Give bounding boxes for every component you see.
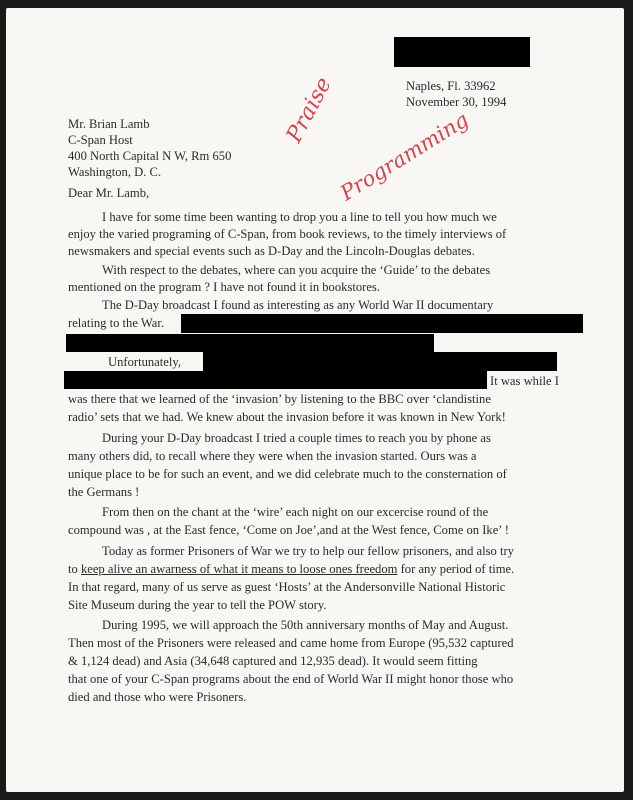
body-line: It was while I — [490, 374, 559, 388]
handwritten-annotation-programming: Programming — [336, 107, 473, 206]
redaction-bar — [64, 371, 487, 389]
recipient-title: C-Span Host — [68, 133, 133, 147]
body-line: radio’ sets that we had. We knew about the invasion before it was known in New York! — [68, 410, 506, 424]
sender-city-line: Naples, Fl. 33962 — [406, 79, 496, 93]
recipient-city: Washington, D. C. — [68, 165, 162, 179]
redaction-bar — [181, 314, 583, 333]
body-text-segment: to — [68, 562, 78, 576]
underlined-phrase: keep alive an awarness of what it means to loose ones freedom — [80, 562, 398, 576]
body-line: that one of your C-Span programs about the end of World War II might honor those who — [68, 672, 514, 686]
body-line: The D-Day broadcast I found as interesting as any World War II documentary — [102, 298, 494, 312]
body-line: many others did, to recall where they were when the invasion started. Ours was a — [68, 449, 477, 463]
body-line: Today as former Prisoners of War we try to help our fellow prisoners, and also try — [102, 544, 514, 558]
recipient-name: Mr. Brian Lamb — [68, 117, 150, 131]
body-line: mentioned on the program ? I have not found it in bookstores. — [68, 280, 380, 294]
redaction-bar — [66, 334, 434, 352]
body-line: was there that we learned of the ‘invasion’ by listening to the BBC over ‘clandistine — [68, 392, 491, 406]
salutation: Dear Mr. Lamb, — [68, 186, 150, 200]
body-line: With respect to the debates, where can you acquire the ‘Guide’ to the debates — [102, 263, 491, 277]
recipient-street: 400 North Capital N W, Rm 650 — [68, 149, 232, 163]
body-line: & 1,124 dead) and Asia (34,648 captured and 12,935 dead). It would seem fitting — [68, 654, 478, 668]
body-line: unique place to be for such an event, and we did celebrate much to the consternation of — [68, 467, 507, 481]
body-line: From then on the chant at the ‘wire’ each night on our excercise round of the — [102, 505, 489, 519]
body-line: compound was , at the East fence, ‘Come on Joe’,and at the West fence, Come on Ike’ ! — [68, 523, 509, 537]
body-line: During 1995, we will approach the 50th anniversary months of May and August. — [102, 618, 509, 632]
body-line: enjoy the varied programing of C-Span, from book reviews, to the timely interviews of — [68, 227, 507, 241]
handwritten-annotation-praise: Praise — [282, 73, 337, 147]
redaction-bar — [394, 37, 530, 67]
body-line: the Germans ! — [68, 485, 140, 499]
body-text-segment: for any period of time. — [400, 562, 515, 576]
body-line: relating to the War. — [68, 316, 164, 330]
body-line: newsmakers and special events such as D-Day and the Lincoln-Douglas debates. — [68, 244, 475, 258]
body-line: Site Museum during the year to tell the POW story. — [68, 598, 327, 612]
body-line: During your D-Day broadcast I tried a couple times to reach you by phone as — [102, 431, 491, 445]
letter-date: November 30, 1994 — [406, 95, 507, 109]
redaction-bar — [203, 352, 557, 371]
body-line: In that regard, many of us serve as guest ‘Hosts’ at the Andersonville National Historic — [68, 580, 506, 594]
body-line: Unfortunately, — [108, 355, 181, 369]
body-line: Then most of the Prisoners were released and came home from Europe (95,532 captured — [68, 636, 514, 650]
body-line — [68, 563, 514, 576]
body-line: I have for some time been wanting to drop you a line to tell you how much we — [102, 210, 497, 224]
body-line: died and those who were Prisoners. — [68, 690, 247, 704]
